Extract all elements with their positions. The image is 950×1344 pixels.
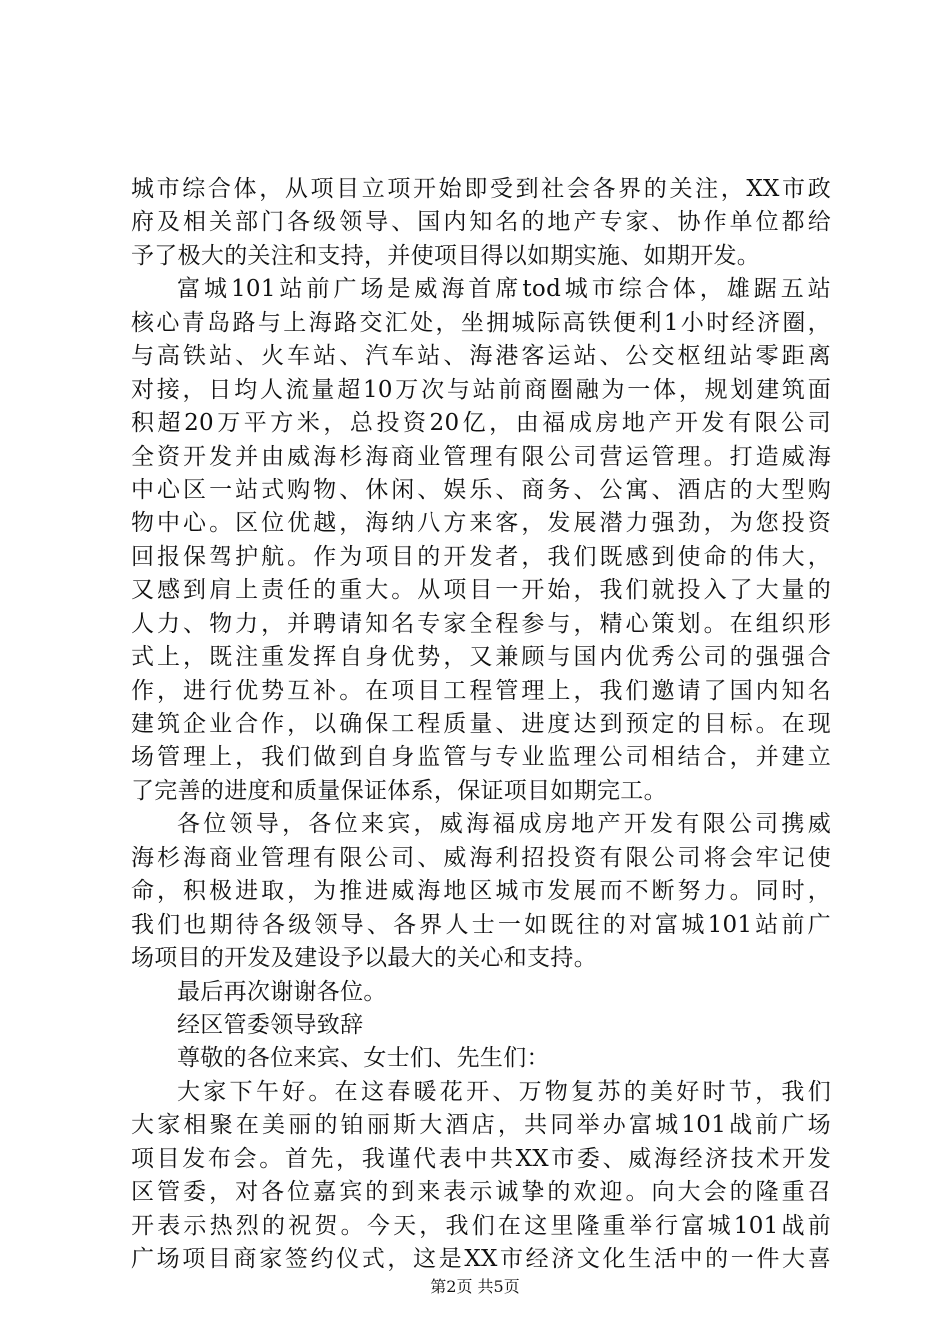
text-line: 人力、物力，并聘请知名专家全程参与，精心策划。在组织形 (131, 610, 831, 637)
text-line: 积超20万平方米，总投资20亿，由福成房地产开发有限公司 (131, 410, 831, 437)
text-line: 大家下午好。在这春暖花开、万物复苏的美好时节，我们 (177, 1078, 831, 1105)
text-line: 海杉海商业管理有限公司、威海利招投资有限公司将会牢记使 (131, 844, 831, 871)
text-line: 了完善的进度和质量保证体系，保证项目如期完工。 (131, 777, 667, 804)
text-line: 命，积极进取，为推进威海地区城市发展而不断努力。同时， (131, 878, 831, 905)
text-line: 对接，日均人流量超10万次与站前商圈融为一体，规划建筑面 (131, 376, 831, 403)
text-line: 与高铁站、火车站、汽车站、海港客运站、公交枢纽站零距离 (131, 343, 831, 370)
text-line: 全资开发并由威海杉海商业管理有限公司营运管理。打造威海 (131, 443, 831, 470)
text-line: 经区管委领导致辞 (177, 1011, 364, 1038)
text-line: 区管委，对各位嘉宾的到来表示诚挚的欢迎。向大会的隆重召 (131, 1179, 831, 1206)
text-line: 府及相关部门各级领导、国内知名的地产专家、协作单位都给 (131, 209, 831, 236)
text-line: 予了极大的关注和支持，并使项目得以如期实施、如期开发。 (131, 242, 761, 269)
text-line: 各位领导，各位来宾，威海福成房地产开发有限公司携威 (177, 811, 831, 838)
text-line: 富城101站前广场是威海首席tod城市综合体，雄踞五站 (177, 276, 831, 303)
text-line: 最后再次谢谢各位。 (177, 978, 387, 1005)
document-body (131, 173, 831, 1276)
text-line: 大家相聚在美丽的铂丽斯大酒店，共同举办富城101战前广场 (131, 1112, 831, 1139)
page-number-footer: 第2页 共5页 (430, 1277, 520, 1296)
text-line: 开表示热烈的祝贺。今天，我们在这里隆重举行富城101战前 (131, 1212, 831, 1239)
text-line: 物中心。区位优越，海纳八方来客，发展潜力强劲，为您投资 (131, 510, 831, 537)
text-line: 作，进行优势互补。在项目工程管理上，我们邀请了国内知名 (131, 677, 831, 704)
text-line: 建筑企业合作，以确保工程质量、进度达到预定的目标。在现 (131, 711, 831, 737)
text-line: 项目发布会。首先，我谨代表中共XX市委、威海经济技术开发 (131, 1145, 831, 1172)
text-line: 式上，既注重发挥自身优势，又兼顾与国内优秀公司的强强合 (131, 644, 831, 671)
text-line: 城市综合体，从项目立项开始即受到社会各界的关注，XX市政 (131, 176, 831, 202)
text-line: 尊敬的各位来宾、女士们、先生们： (177, 1045, 550, 1072)
text-line: 核心青岛路与上海路交汇处，坐拥城际高铁便利1小时经济圈， (131, 309, 831, 336)
text-line: 场项目的开发及建设予以最大的关心和支持。 (131, 945, 597, 972)
text-line: 中心区一站式购物、休闲、娱乐、商务、公寓、酒店的大型购 (131, 476, 831, 503)
text-line: 我们也期待各级领导、各界人士一如既往的对富城101站前广 (131, 911, 831, 938)
text-line: 广场项目商家签约仪式，这是XX市经济文化生活中的一件大喜 (131, 1246, 831, 1272)
text-line: 回报保驾护航。作为项目的开发者，我们既感到使命的伟大， (131, 543, 831, 570)
text-line: 场管理上，我们做到自身监管与专业监理公司相结合，并建立 (131, 744, 831, 771)
text-line: 又感到肩上责任的重大。从项目一开始，我们就投入了大量的 (131, 577, 831, 604)
